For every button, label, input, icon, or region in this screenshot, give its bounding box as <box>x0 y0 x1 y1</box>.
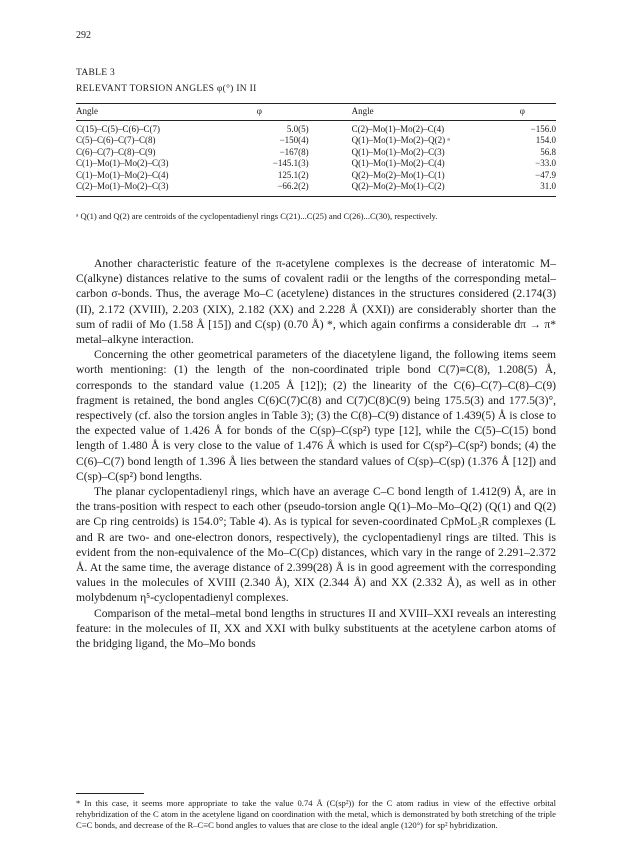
torsion-angle-table <box>76 103 556 197</box>
phi-cell: 56.8 <box>540 146 556 157</box>
table-footnote: ᵃ Q(1) and Q(2) are centroids of the cyclopentadienyl rings C(21)...C(25) and C(26)...C(30), respectively. <box>76 211 438 221</box>
angle-cell: Q(2)–Mo(2)–Mo(1)–C(1) <box>351 169 445 180</box>
phi-cell: 154.0 <box>535 135 556 145</box>
table-row <box>76 135 556 147</box>
header-angle-1: Angle <box>76 104 189 121</box>
phi-cell: 31.0 <box>495 181 556 196</box>
angle-cell: C(2)–Mo(1)–Mo(2)–C(4) <box>351 123 445 134</box>
phi-cell: −150(4) <box>279 135 309 145</box>
table-row <box>76 158 556 170</box>
paragraph: The planar cyclopentadienyl rings, which have an average C–C bond length of 1.412(9) Å, are in the trans-position with respect to each other (pseudo-torsion angle Q(1)–Mo–Mo–Q(2) (Q(1) and Q(2) are Cp ring centroids) is 154.0°; Table 4). As is typical for seven-coordinated CpMoL₃R complexes (L and R are two- and one-electron donors, respectively), the cyclopentadienyl rings are tilted. This is evident from the non-equivalence of the Mo–C(Cp) distances, which vary in the range of 2.291–2.372 Å. At the same time, the average distance of 2.399(28) Å is in good agreement with the corresponding values in the molecules of XVIII (2.340 Å), XIX (2.344 Å) and XX (2.332 Å), as well as in other molybdenum η⁵-cyclopentadienyl complexes. <box>76 485 556 605</box>
header-phi-1: φ <box>189 104 323 121</box>
page-number: 292 <box>76 30 91 41</box>
angle-cell: C(2)–Mo(1)–Mo(2)–C(3) <box>76 181 189 196</box>
table-header-row <box>76 104 556 121</box>
header-phi-2: φ <box>495 104 556 121</box>
angle-cell: Q(1)–Mo(1)–Mo(2)–C(3) <box>351 146 445 157</box>
angle-cell: C(15)–C(5)–C(6)–C(7) <box>76 123 160 134</box>
table-caption: TABLE 3 <box>76 68 116 78</box>
angle-cell: Q(1)–Mo(1)–Mo(2)–Q(2) ᵃ <box>351 135 450 145</box>
footnote-divider <box>76 793 144 794</box>
table-row <box>76 170 556 182</box>
angle-cell: C(6)–C(7)–C(8)–C(9) <box>76 146 156 157</box>
paragraph: Concerning the other geometrical parameters of the diacetylene ligand, the following items seem worth mentioning: (1) the length of the non-coordinated triple bond C(7)≡C(8), 1.208(5) Å, corresponds to the standard value (1.205 Å [12]); (2) the linearity of the C(6)–C(7)–C(8)–C(9) fragment is retained, the bond angles C(6)C(7)C(8) and C(7)C(8)C(9) being 175.5(3) and 177.5(3)°, respectively (cf. also the torsion angles in Table 3); (3) the C(8)–C(9) distance of 1.439(5) Å is close to the expected value of 1.426 Å for bonds of the C(sp)–C(sp²) type [12], while the C(5)–C(15) bond length of 1.480 Å is very close to the value of 1.476 Å which is used for C(sp²)–C(sp²) bonds; (4) the C(6)–C(7) bond length of 1.396 Å lies between the standard values of C(sp)–C(sp) (1.376 Å [12]) and C(sp)–C(sp²) bond lengths. <box>76 348 556 483</box>
table-row <box>76 147 556 159</box>
phi-cell: −167(8) <box>279 146 309 157</box>
angle-cell: C(5)–C(6)–C(7)–C(8) <box>76 135 156 145</box>
angle-cell: Q(2)–Mo(2)–Mo(1)–C(2) <box>323 181 495 196</box>
angle-cell: Q(1)–Mo(1)–Mo(2)–C(4) <box>351 158 445 168</box>
angle-cell: C(1)–Mo(1)–Mo(2)–C(4) <box>76 169 169 180</box>
table-row <box>76 181 556 196</box>
angle-cell: C(1)–Mo(1)–Mo(2)–C(3) <box>76 158 169 168</box>
body-text <box>76 256 556 651</box>
phi-cell: −33.0 <box>535 158 556 168</box>
phi-cell: 125.1(2) <box>277 169 309 180</box>
phi-cell: −47.9 <box>535 169 556 180</box>
phi-cell: −66.2(2) <box>189 181 323 196</box>
paragraph: Comparison of the metal–metal bond lengths in structures II and XVIII–XXI reveals an interesting feature: in the molecules of II, XX and XXI with bulky substituents at the acetylene carbon atoms of the bridging ligand, the Mo–Mo bonds <box>76 606 556 651</box>
phi-cell: −145.1(3) <box>272 158 309 168</box>
table-row <box>76 120 556 135</box>
paragraph: Another characteristic feature of the π-acetylene complexes is the decrease of interatomic M–C(alkyne) distances relative to the sums of covalent radii or the lengths of the corresponding metal–carbon σ-bonds. Thus, the average Mo–C (acetylene) distances in the structures considered (2.174(3) (II), 2.172 (XVIII), 2.203 (XIX), 2.182 (XX) and 2.228 Å (XXI)) are considerably shorter than the sum of radii of Mo (1.58 Å [15]) and C(sp) (0.70 Å) *, which again confirms a considerable dπ → π* metal–alkyne interaction. <box>76 257 556 347</box>
table-title: RELEVANT TORSION ANGLES φ(°) IN II <box>76 84 257 94</box>
phi-cell: −156.0 <box>530 123 556 134</box>
phi-cell: 5.0(5) <box>286 123 309 134</box>
header-angle-2: Angle <box>323 104 495 121</box>
page-footnote: * In this case, it seems more appropriate to take the value 0.74 Å (C(sp²)) for the C atom radius in view of the effective orbital rehybridization of the C atom in the acetylene ligand on coordination with the metal, which is demonstrated by both stretching of the triple C≡C bonds, and decrease of the R–C≡C bond angles to values that are close to the ideal angle (120°) for sp² hybridization. <box>76 798 556 831</box>
